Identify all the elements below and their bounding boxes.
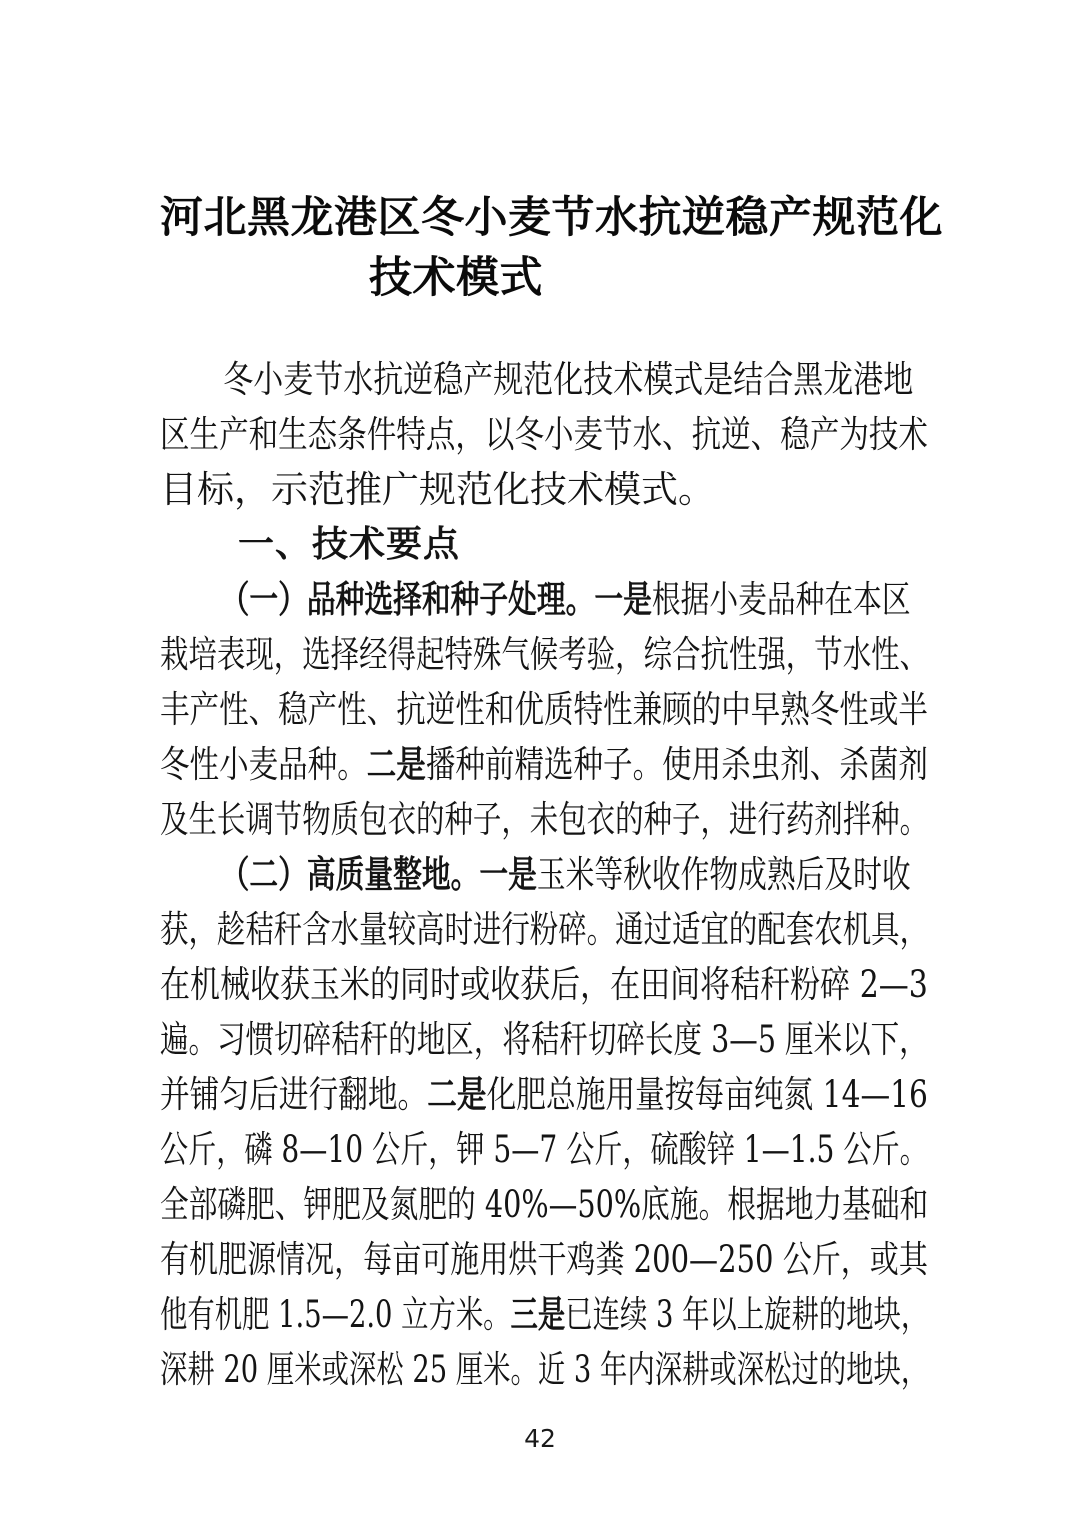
subsection-2-line-6: 公斤，磷 8—10 公斤，钾 5—7 公斤，硫酸锌 1—1.5 公斤。 [160,1128,928,1171]
subsection-1-label: （一）品种选择和种子处理。 [220,577,595,621]
subsection-2-label: （二）高质量整地。 [220,852,480,896]
subsection-1-point-1-marker: 一是 [594,577,652,621]
title-line-1: 河北黑龙港区冬小麦节水抗逆稳产规范化 [160,193,943,243]
subsection-2-point-2-marker: 二是 [427,1072,487,1116]
intro-line-3: 目标，示范推广规范化技术模式。 [160,468,715,511]
document-body [160,352,928,1397]
subsection-1-line-3: 丰产性、稳产性、抗逆性和优质特性兼顾的中早熟冬性或半 [160,688,928,731]
subsection-1-line-1 [160,572,911,627]
page-number: 42 [524,1424,556,1453]
subsection-1-line-1-rest: 根据小麦品种在本区 [651,578,911,621]
intro-line-2: 区生产和生态条件特点，以冬小麦节水、抗逆、稳产为技术 [160,413,928,456]
subsection-2-line-5 [160,1067,928,1122]
intro-line-1: 冬小麦节水抗逆稳产规范化技术模式是结合黑龙港地 [223,358,914,401]
subsection-1-point-2-marker: 二是 [366,742,426,786]
subsection-2-point-1-marker: 一是 [479,852,537,896]
subsection-2-line-8: 有机肥源情况，每亩可施用烘干鸡粪 200—250 公斤，或其 [160,1238,928,1281]
subsection-2-line-9 [160,1287,929,1342]
page-title [160,188,943,308]
subsection-2-line-9-pre: 他有机肥 1.5—2.0 立方米。 [160,1293,511,1336]
subsection-1-line-5: 及生长调节物质包衣的种子，未包衣的种子，进行药剂拌种。 [160,798,929,841]
subsection-1-line-4 [160,737,928,792]
subsection-2-line-1-rest: 玉米等秋收作物成熟后及时收 [536,853,911,896]
subsection-2-line-5-rest: 化肥总施用量按每亩纯氮 14—16 [486,1073,928,1116]
subsection-1-line-2: 栽培表现，选择经得起特殊气候考验，综合抗性强，节水性、 [160,633,929,676]
subsection-2-point-3-marker: 三是 [510,1292,566,1336]
subsection-1-line-4-rest: 播种前精选种子。使用杀虫剂、杀菌剂 [425,743,928,786]
subsection-2-line-5-pre: 并铺匀后进行翻地。 [160,1073,428,1116]
subsection-1-line-4-pre: 冬性小麦品种。 [160,743,367,786]
subsection-2-line-3: 在机械收获玉米的同时或收获后，在田间将秸秆粉碎 2—3 [160,963,928,1006]
subsection-2-line-1 [160,847,911,902]
subsection-2-line-7: 全部磷肥、钾肥及氮肥的 40%—50%底施。根据地力基础和 [160,1183,929,1226]
subsection-2-line-2: 获，趁秸秆含水量较高时进行粉碎。通过适宜的配套农机具， [160,908,929,951]
title-line-2: 技术模式 [369,253,543,303]
subsection-2-line-9-rest: 已连续 3 年以上旋耕的地块， [565,1293,929,1336]
section-heading-1: 一、技术要点 [238,524,461,565]
subsection-2-line-10: 深耕 20 厘米或深松 25 厘米。近 3 年内深耕或深松过的地块， [160,1348,929,1391]
subsection-2-line-4: 遍。习惯切碎秸秆的地区，将秸秆切碎长度 3—5 厘米以下， [160,1018,928,1061]
